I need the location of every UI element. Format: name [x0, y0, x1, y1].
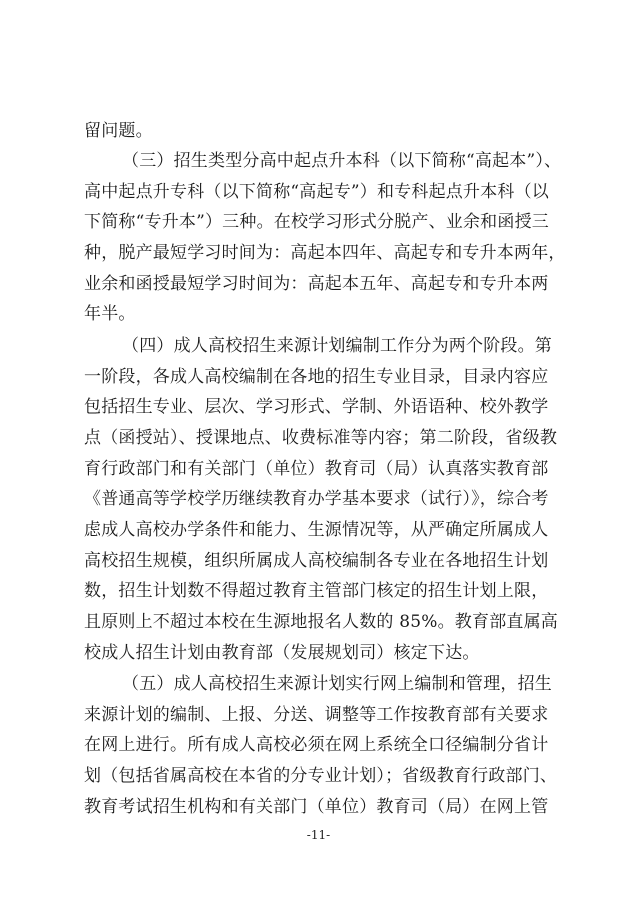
- paragraph-5-start: （五）成人高校招生来源计划实行网上编制和管理，招生: [122, 674, 552, 694]
- text-line: 虑成人高校办学条件和能力、生源情况等，从严确定所属成人: [84, 520, 549, 540]
- page-number: -11-: [306, 828, 331, 842]
- text-line: 且原则上不超过本校在生源地报名人数的 85%。教育部直属高: [84, 612, 558, 632]
- text-line: 包括招生专业、层次、学习形式、学制、外语语种、校外教学: [84, 397, 549, 417]
- text-line: 来源计划的编制、上报、分送、调整等工作按教育部有关要求: [84, 705, 549, 725]
- text-line: 在网上进行。所有成人高校必须在网上系统全口径编制分省计: [84, 735, 549, 755]
- text-line: 高校招生规模，组织所属成人高校编制各专业在各地招生计划: [84, 551, 549, 571]
- text-line: 数，招生计划数不得超过教育主管部门核定的招生计划上限，: [84, 581, 549, 601]
- text-line: 校成人招生计划由教育部（发展规划司）核定下达。: [84, 643, 480, 663]
- text-line: 点（函授站）、授课地点、收费标准等内容；第二阶段，省级教: [84, 428, 558, 448]
- text-line: 《普通高等学校学历继续教育办学基本要求（试行）》，综合考: [84, 489, 549, 509]
- paragraph-4-start: （四）成人高校招生来源计划编制工作分为两个阶段。第: [122, 336, 552, 356]
- text-line: 业余和函授最短学习时间为：高起本五年、高起专和专升本两: [84, 274, 549, 294]
- text-line: 种，脱产最短学习时间为：高起本四年、高起专和专升本两年，: [84, 243, 566, 263]
- text-line: 留问题。: [84, 121, 153, 141]
- text-line: 年半。: [84, 304, 136, 324]
- text-line: 下简称“专升本”）三种。在校学习形式分脱产、业余和函授三: [84, 212, 549, 232]
- text-line: 一阶段，各成人高校编制在各地的招生专业目录，目录内容应: [84, 367, 549, 387]
- paragraph-3-start: （三）招生类型分高中起点升本科（以下简称“高起本”）、: [122, 151, 562, 171]
- text-line: 高中起点升专科（以下简称“高起专”）和专科起点升本科（以: [84, 182, 549, 202]
- text-line: 划（包括省属高校在本省的分专业计划）；省级教育行政部门、: [84, 766, 558, 786]
- text-line: 育行政部门和有关部门（单位）教育司（局）认真落实教育部: [84, 459, 549, 479]
- text-line: 教育考试招生机构和有关部门（单位）教育司（局）在网上管: [84, 797, 549, 817]
